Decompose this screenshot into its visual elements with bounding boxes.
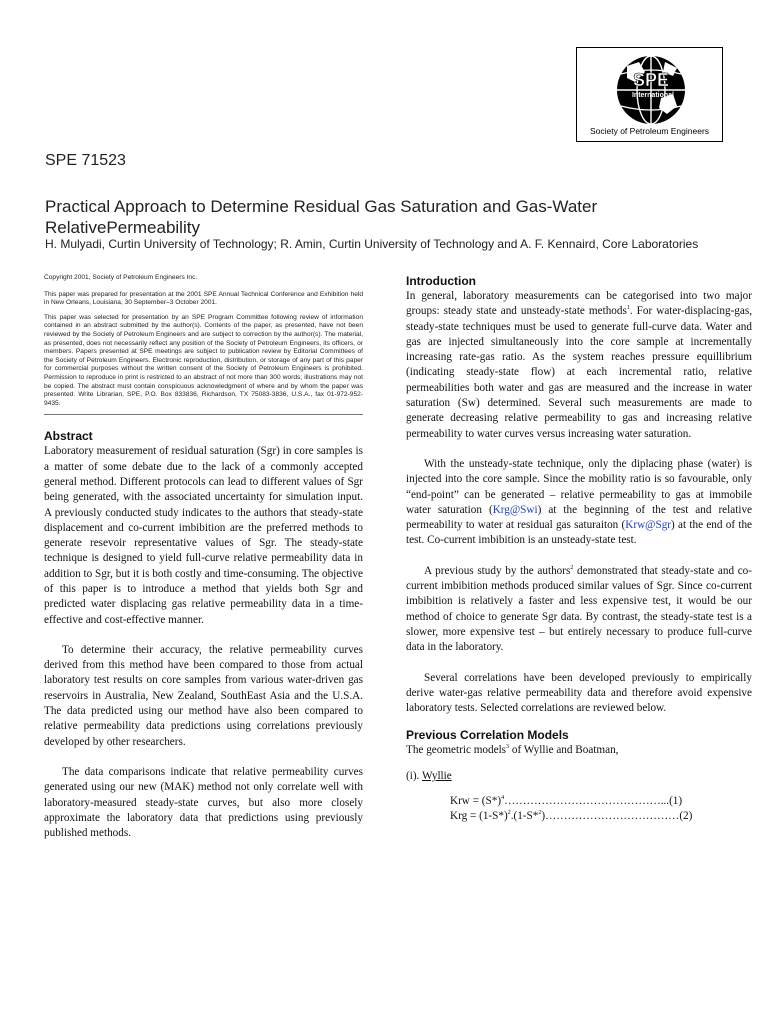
- copyright-notice: [44, 274, 363, 408]
- intro-paragraph-4: Several correlations have been developed previously to empirically derive water-gas relative permeability data and therefore avoid expensive laboratory tests. Selected correlations are reviewed below.: [406, 671, 752, 715]
- previous-models-intro: The geometric models$^3$ of Wyllie and Boatman,: [406, 744, 619, 757]
- logo-caption: Society of Petroleum Engineers: [589, 126, 710, 136]
- equation-2: Krg = $(1-S*)^2.(1-S*^2)\dots\dots\dots\dots\dots\dots\dots\dots\dots\dots\dots\dots(2)$: [450, 810, 693, 823]
- abstract-heading: Abstract: [44, 429, 93, 444]
- right-column: [406, 274, 752, 825]
- abstract-paragraph-3: The data comparisons indicate that relative permeability curves generated using our new (MAK) method not only correlate well with laboratory-measured steady-state curves, but also more closely approximate the laboratory data that predictions using previously published methods.: [44, 765, 363, 840]
- left-column: [44, 274, 363, 841]
- abstract-paragraph-1: Laboratory measurement of residual saturation (Sgr) in core samples is a matter of some debate due to the lack of a commonly accepted general method. Different protocols can lead to different values of Sgr being generated, with the associated uncertainty for simulation input. A previously conducted study indicates to the authors that steady-state displacement and co-current imbibition are the preferred methods to generate resevoir representative values of Sgr. The steady-state technique is designed to yield full-curve relative permeability data in addition to Sgr, but it is both costly and time-consuming. The objective of this paper is to introduce a method that yields both Sgr and predicted water displacing gas relative permeability data in a time-effective and cost-effective manner.: [44, 445, 363, 626]
- logo-sub: International: [631, 92, 675, 99]
- authors: H. Mulyadi, Curtin University of Technology; R. Amin, Curtin University of Technology and A. F. Kennaird, Core Laboratories: [45, 237, 699, 251]
- copyright-line: Copyright 2001, Society of Petroleum Engineers Inc.: [44, 274, 198, 281]
- paper-number: SPE 71523: [45, 152, 126, 169]
- equation-1: Krw = $(S*)^4\dots\dots\dots\dots\dots\dots\dots\dots\dots\dots\dots\dots\dots\dots...(1)$: [450, 795, 683, 808]
- conference-line: This paper was prepared for presentation at the 2001 SPE Annual Technical Conference and Exhibition held in New Orleans, Louisiana, 30 September–3 October 2001.: [44, 290, 363, 307]
- krw-sgr-link[interactable]: Krw@Sgr: [625, 519, 672, 532]
- intro-paragraph-1: In general, laboratory measurements can be categorised into two major groups: steady state and unsteady-state methods$^1$. For water-displacing-gas, steady-state techniques must be used to generate full-curve data. Water and gas are injected simultaneously into the core sample at incrementally increasing rate-gas ratio. As the system reaches pressure equillibrium (indicating steady-state flow) at each incremental ratio, relative permeabilities both water and gas are measured and the increase in water saturation (Sw) determined. Several such measurements are made to generate decreasing relative permeability to gas and increasing relative permeability to water curves versus increasing water saturation.: [406, 290, 753, 440]
- intro-paragraph-3: A previous study by the authors$^2$ demonstrated that steady-state and co-current imbibition methods produced similar values of Sgr. Since co-current imbibition is relatively a faster and less expensive test, it would be our method of choice to generate Sgr data. By contrast, the steady-state test is a slower, more expensive test – but entirely necessary to produce full-curve data in the laboratory.: [406, 564, 752, 654]
- globe-icon: [577, 48, 721, 126]
- divider: [44, 414, 363, 415]
- introduction-heading: Introduction: [406, 274, 476, 288]
- abstract-paragraph-2: To determine their accuracy, the relative permeability curves derived from this method have been compared to those from actual laboratory test results on core samples from various water-driven gas reservoirs in Australia, New Zealand, SouthEast Asia and the U.S.A. The data predicted using our method have also been compared to relative permeability data predictions using correlations previously developed by other researchers.: [44, 643, 363, 748]
- previous-models-heading: Previous Correlation Models: [406, 728, 569, 743]
- spe-logo: [576, 47, 723, 142]
- krg-swi-link[interactable]: Krg@Swi: [492, 503, 538, 516]
- logo-brand: SPE: [632, 70, 670, 90]
- wyllie-label: (i). Wyllie: [406, 769, 452, 782]
- disclaimer-text: This paper was selected for presentation by an SPE Program Committee following review of information contained in an abstract submitted by the author(s). Contents of the paper, as presented, have not been reviewed by the Society of Petroleum Engineers and are subject to correction by the author(s). The material, as presented, does not necessarily reflect any position of the Society of Petroleum Engineers, its officers, or members. Papers presented at SPE meetings are subject to publication review by Editorial Committees of the Society of Petroleum Engineers. Electronic reproduction, distribution, or storage of any part of this paper for commercial purposes without the written consent of the Society of Petroleum Engineers is prohibited. Permission to reproduce in print is restricted to an abstract of not more than 300 words; illustrations may not be copied. The abstract must contain conspicuous acknowledgment of where and by whom the paper was presented. Write Librarian, SPE, P.O. Box 833836, Richardson, TX 75083-3836, U.S.A., fax 01-972-952-9435.: [44, 313, 363, 407]
- intro-paragraph-2: With the unsteady-state technique, only the diplacing phase (water) is injected into the core sample. Since the mobility ratio is so favourable, only “end-point” can be generated – relative permeability to gas at immobile water saturation (Krg@Swi) at the beginning of the test and relative permeability to water at residual gas saturaiton (Krw@Sgr) at the end of the test. Co-current imbibition is an unsteady-state test.: [406, 457, 753, 547]
- paper-title: Practical Approach to Determine Residual Gas Saturation and Gas-Water RelativePermeability: [45, 197, 598, 237]
